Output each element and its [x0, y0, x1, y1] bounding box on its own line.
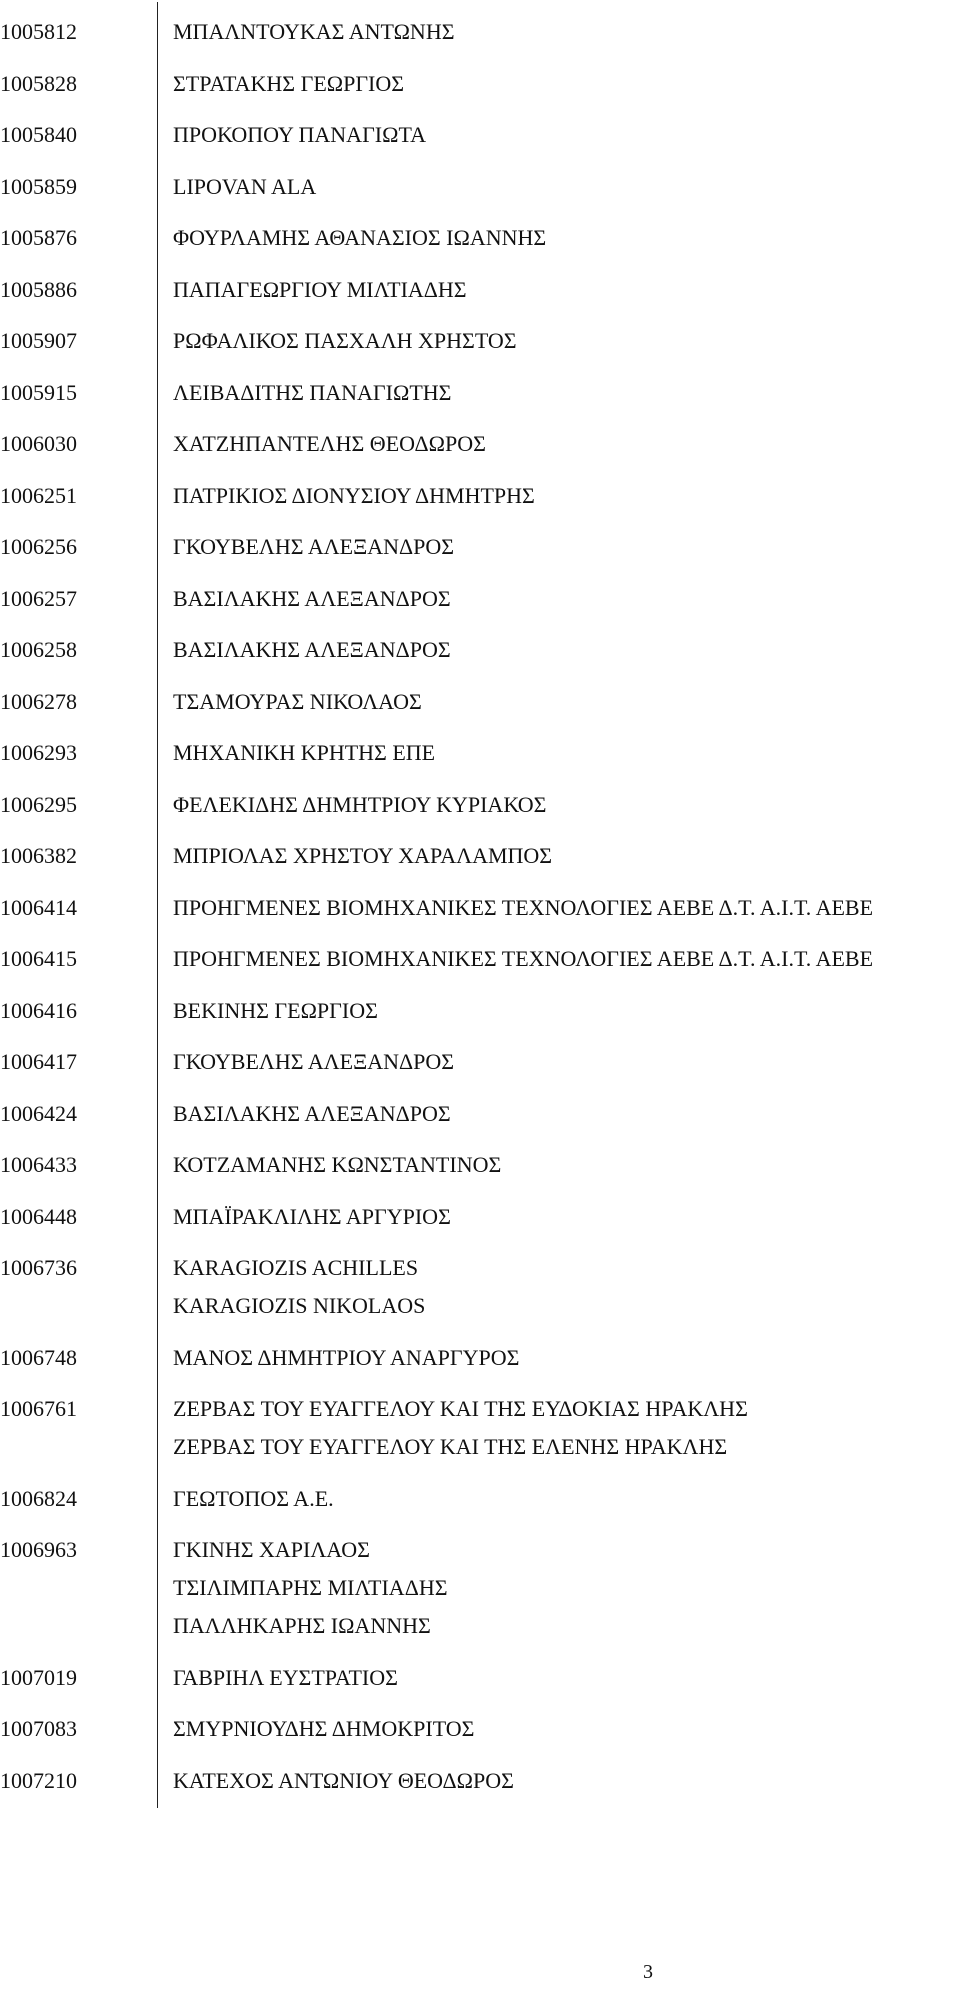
row-names: [173, 1480, 334, 1518]
row-names: [173, 1390, 748, 1466]
row-name: ΓΕΩΤΟΠΟΣ Α.Ε.: [173, 1485, 334, 1511]
row-names: [173, 1710, 474, 1748]
row-code: 1006278: [0, 688, 77, 714]
row-name: ΓΚΟΥΒΕΛΗΣ ΑΛΕΞΑΝΔΡΟΣ: [173, 1049, 455, 1074]
row-name: ΠΑΤΡΙΚΙΟΣ ΔΙΟΝΥΣΙΟΥ ΔΗΜΗΤΡΗΣ: [173, 482, 535, 508]
row-code: 1005876: [0, 225, 77, 250]
row-code: 1006433: [0, 1152, 77, 1177]
row-names: [173, 1339, 519, 1377]
row-names: [173, 425, 486, 463]
row-names: [173, 1762, 514, 1800]
row-names: [173, 1095, 451, 1133]
row-name: ΤΣΙΛΙΜΠΑΡΗΣ ΜΙΛΤΙΑΔΗΣ: [173, 1575, 448, 1600]
row-code: 1006748: [0, 1344, 77, 1370]
row-names: [173, 168, 316, 206]
row-code: 1007019: [0, 1664, 77, 1690]
row-name: ΣΜΥΡΝΙΟΥΔΗΣ ΔΗΜΟΚΡΙΤΟΣ: [173, 1716, 475, 1741]
row-code: 1006414: [0, 894, 77, 920]
row-name: ΒΑΣΙΛΑΚΗΣ ΑΛΕΞΑΝΔΡΟΣ: [173, 585, 451, 611]
row-name: ΓΚΟΥΒΕΛΗΣ ΑΛΕΞΑΝΔΡΟΣ: [173, 534, 455, 559]
row-code: 1005812: [0, 19, 77, 44]
row-name: ΜΗΧΑΝΙΚΗ ΚΡΗΤΗΣ ΕΠΕ: [173, 740, 436, 765]
row-code: 1006963: [0, 1537, 77, 1562]
row-name: ΦΕΛΕΚΙΔΗΣ ΔΗΜΗΤΡΙΟΥ ΚΥΡΙΑΚΟΣ: [173, 791, 547, 817]
row-code: 1006448: [0, 1203, 77, 1229]
row-names: [173, 374, 451, 412]
row-name: ΦΟΥΡΛΑΜΗΣ ΑΘΑΝΑΣΙΟΣ ΙΩΑΝΝΗΣ: [173, 225, 547, 250]
row-name: ΠΡΟΗΓΜΕΝΕΣ ΒΙΟΜΗΧΑΝΙΚΕΣ ΤΕΧΝΟΛΟΓΙΕΣ ΑΕΒΕ Δ.Τ. Α.Ι.Τ. ΑΕΒΕ: [173, 946, 874, 971]
row-name: ΖΕΡΒΑΣ ΤΟΥ ΕΥΑΓΓΕΛΟΥ ΚΑΙ ΤΗΣ ΕΥΔΟΚΙΑΣ ΗΡΑΚΛΗΣ: [173, 1396, 748, 1421]
row-name: ΣΤΡΑΤΑΚΗΣ ΓΕΩΡΓΙΟΣ: [173, 70, 405, 96]
row-names: [173, 271, 467, 309]
row-code: 1006256: [0, 534, 77, 559]
row-name: KARAGIOZIS ACHILLES: [173, 1255, 419, 1280]
row-name: ΚΟΤΖΑΜΑΝΗΣ ΚΩΝΣΤΑΝΤΙΝΟΣ: [173, 1152, 502, 1177]
row-names: [173, 837, 552, 875]
row-code: 1006416: [0, 997, 77, 1023]
row-name: ΒΑΣΙΛΑΚΗΣ ΑΛΕΞΑΝΔΡΟΣ: [173, 1100, 451, 1126]
row-code: 1006258: [0, 637, 77, 662]
row-names: [173, 65, 404, 103]
row-names: [173, 1146, 501, 1184]
row-name: ΚΑΤΕΧΟΣ ΑΝΤΩΝΙΟΥ ΘΕΟΔΩΡΟΣ: [173, 1767, 514, 1793]
row-names: [173, 477, 535, 515]
row-name: ΛΕΙΒΑΔΙΤΗΣ ΠΑΝΑΓΙΩΤΗΣ: [173, 379, 452, 405]
row-name: ΜΠΡΙΟΛΑΣ ΧΡΗΣΤΟΥ ΧΑΡΑΛΑΜΠΟΣ: [173, 843, 553, 868]
row-name: ΜΠΑΛΝΤΟΥΚΑΣ ΑΝΤΩΝΗΣ: [173, 19, 455, 44]
row-names: [173, 528, 454, 566]
row-name: ΜΠΑΪΡΑΚΛΙΛΗΣ ΑΡΓΥΡΙΟΣ: [173, 1203, 451, 1229]
row-code: 1005859: [0, 173, 77, 199]
row-code: 1006251: [0, 482, 77, 508]
row-name: ΠΡΟΚΟΠΟΥ ΠΑΝΑΓΙΩΤΑ: [173, 122, 427, 147]
row-code: 1006030: [0, 431, 77, 456]
row-code: 1006295: [0, 791, 77, 817]
row-name: ΖΕΡΒΑΣ ΤΟΥ ΕΥΑΓΓΕΛΟΥ ΚΑΙ ΤΗΣ ΕΛΕΝΗΣ ΗΡΑΚΛΗΣ: [173, 1434, 728, 1459]
row-names: [173, 889, 873, 927]
row-code: 1005840: [0, 122, 77, 147]
row-names: [173, 940, 873, 978]
row-code: 1005907: [0, 328, 77, 353]
column-divider: [157, 2, 158, 1808]
row-code: 1007083: [0, 1716, 77, 1741]
row-name: ΤΣΑΜΟΥΡΑΣ ΝΙΚΟΛΑΟΣ: [173, 688, 422, 714]
row-name: ΠΑΛΛΗΚΑΡΗΣ ΙΩΑΝΝΗΣ: [173, 1613, 431, 1638]
row-name: ΓΑΒΡΙΗΛ ΕΥΣΤΡΑΤΙΟΣ: [173, 1664, 398, 1690]
row-code: 1005886: [0, 276, 77, 302]
row-names: [173, 1198, 451, 1236]
row-code: 1005828: [0, 70, 77, 96]
row-code: 1005915: [0, 379, 77, 405]
row-name: ΒΕΚΙΝΗΣ ΓΕΩΡΓΙΟΣ: [173, 997, 378, 1023]
row-names: [173, 322, 517, 360]
row-names: [173, 631, 451, 669]
row-code: 1006293: [0, 740, 77, 765]
row-code: 1006424: [0, 1100, 77, 1126]
row-name: ΓΚΙΝΗΣ ΧΑΡΙΛΑΟΣ: [173, 1537, 370, 1562]
row-names: [173, 683, 422, 721]
row-name: ΠΡΟΗΓΜΕΝΕΣ ΒΙΟΜΗΧΑΝΙΚΕΣ ΤΕΧΝΟΛΟΓΙΕΣ ΑΕΒΕ Δ.Τ. Α.Ι.Τ. ΑΕΒΕ: [173, 894, 874, 920]
row-name: ΜΑΝΟΣ ΔΗΜΗΤΡΙΟΥ ΑΝΑΡΓΥΡΟΣ: [173, 1344, 520, 1370]
row-names: [173, 116, 426, 154]
row-code: 1006257: [0, 585, 77, 611]
row-names: [173, 1249, 425, 1325]
row-names: [173, 580, 451, 618]
row-names: [173, 734, 435, 772]
row-names: [173, 1043, 454, 1081]
row-code: 1006417: [0, 1049, 77, 1074]
row-name: ΧΑΤΖΗΠΑΝΤΕΛΗΣ ΘΕΟΔΩΡΟΣ: [173, 431, 486, 456]
row-name: LIPOVAN ALA: [173, 173, 317, 199]
row-names: [173, 1531, 448, 1645]
row-code: 1006736: [0, 1255, 77, 1280]
row-name: KARAGIOZIS NIKOLAOS: [173, 1293, 426, 1318]
row-names: [173, 992, 378, 1030]
row-code: 1006824: [0, 1485, 77, 1511]
page-number: 3: [643, 1961, 653, 1983]
row-name: ΒΑΣΙΛΑΚΗΣ ΑΛΕΞΑΝΔΡΟΣ: [173, 637, 451, 662]
row-name: ΠΑΠΑΓΕΩΡΓΙΟΥ ΜΙΛΤΙΑΔΗΣ: [173, 276, 467, 302]
row-code: 1006382: [0, 843, 77, 868]
row-names: [173, 219, 546, 257]
row-names: [173, 786, 546, 824]
row-name: ΡΩΦΑΛΙΚΟΣ ΠΑΣΧΑΛΗ ΧΡΗΣΤΟΣ: [173, 328, 517, 353]
row-names: [173, 13, 455, 51]
row-code: 1007210: [0, 1767, 77, 1793]
row-names: [173, 1659, 398, 1697]
row-code: 1006761: [0, 1396, 77, 1421]
row-code: 1006415: [0, 946, 77, 971]
